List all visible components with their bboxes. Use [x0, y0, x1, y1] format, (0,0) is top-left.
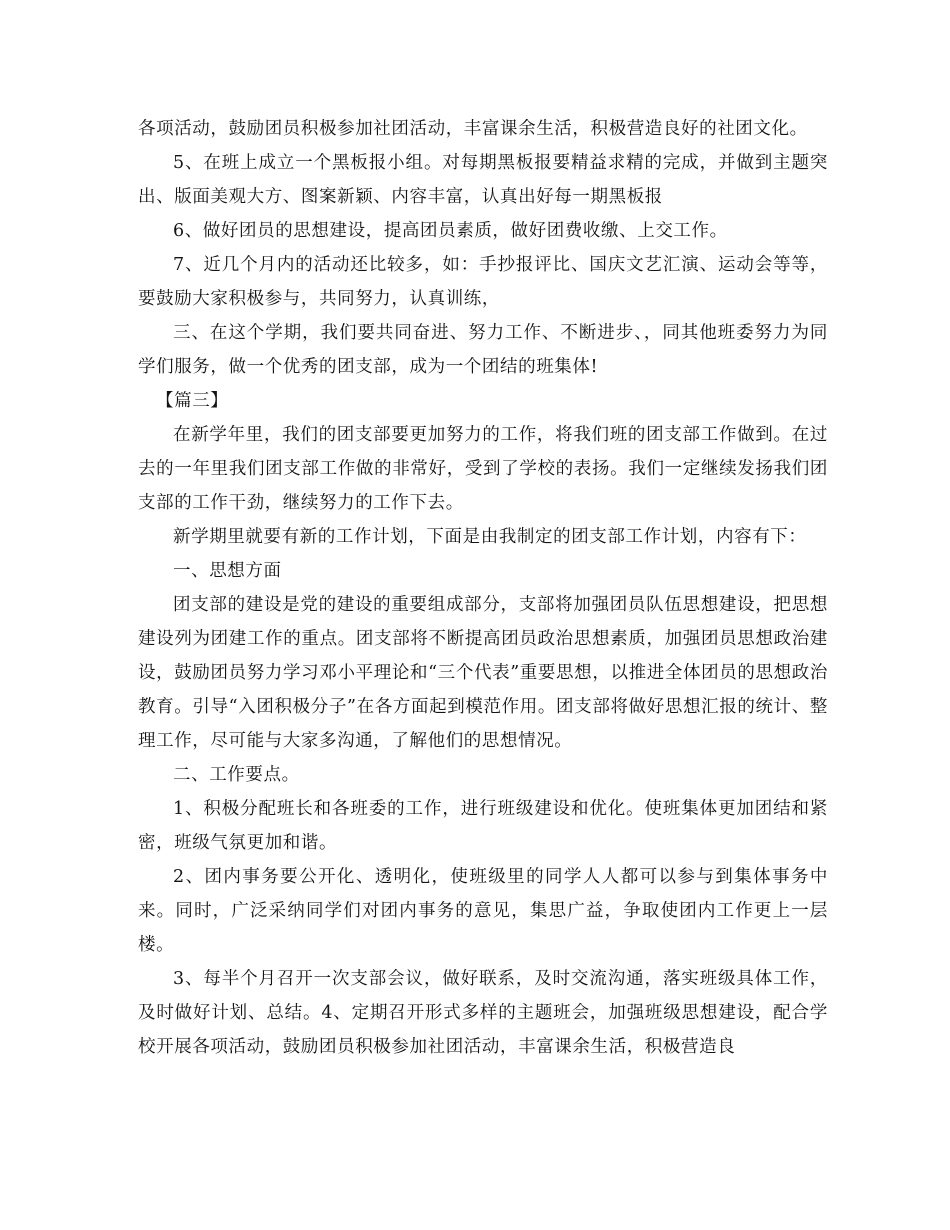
- paragraph-work-point-2: 2、团内事务要公开化、透明化，使班级里的同学人人都可以参与到集体事务中来。同时，广泛采纳同学们对团内事务的意见，集思广益，争取使团内工作更上一层楼。: [138, 867, 828, 955]
- paragraph-item-5: 5、在班上成立一个黑板报小组。对每期黑板报要精益求精的完成，并做到主题突出、版面美观大方、图案新颖、内容丰富，认真出好每一期黑板报: [138, 153, 828, 207]
- document-page: [138, 112, 828, 1064]
- subheading-work-points: 二、工作要点。: [173, 765, 300, 785]
- paragraph-section-3: 三、在这个学期，我们要共同奋进、努力工作、不断进步、，同其他班委努力为同学们服务，做一个优秀的团支部，成为一个团结的班集体!: [138, 323, 828, 377]
- paragraph-ideology: 团支部的建设是党的建设的重要组成部分，支部将加强团员队伍思想建设，把思想建设列为团建工作的重点。团支部将不断提高团员政治思想素质，加强团员思想政治建设，鼓励团员努力学习邓小平理论和“三个代表”重要思想，以推进全体团员的思想政治教育。引导“入团积极分子”在各方面起到模范作用。团支部将做好思想汇报的统计、整理工作，尽可能与大家多沟通，了解他们的思想情况。: [138, 595, 828, 751]
- paragraph-work-point-3-4: 3、每半个月召开一次支部会议，做好联系，及时交流沟通，落实班级具体工作，及时做好计划、总结。4、定期召开形式多样的主题班会，加强班级思想建设，配合学校开展各项活动，鼓励团员积极参加社团活动，丰富课余生活，积极营造良: [138, 969, 828, 1057]
- paragraph-item-7: 7、近几个月内的活动还比较多，如：手抄报评比、国庆文艺汇演、运动会等等，要鼓励大家积极参与，共同努力，认真训练，: [138, 255, 828, 309]
- paragraph-item-6: 6、做好团员的思想建设，提高团员素质，做好团费收缴、上交工作。: [173, 221, 728, 241]
- section-heading-part-3: 【篇三】: [156, 391, 229, 411]
- paragraph-continuation: 各项活动，鼓励团员积极参加社团活动，丰富课余生活，积极营造良好的社团文化。: [138, 119, 808, 139]
- subheading-ideology: 一、思想方面: [173, 561, 282, 581]
- paragraph-intro: 在新学年里，我们的团支部要更加努力的工作，将我们班的团支部工作做到。在过去的一年里我们团支部工作做的非常好，受到了学校的表扬。我们一定继续发扬我们团支部的工作干劲，继续努力的工作下去。: [138, 425, 828, 513]
- paragraph-work-point-1: 1、积极分配班长和各班委的工作，进行班级建设和优化。使班集体更加团结和紧密，班级气氛更加和谐。: [138, 799, 828, 853]
- paragraph-plan-intro: 新学期里就要有新的工作计划，下面是由我制定的团支部工作计划，内容有下：: [173, 527, 807, 547]
